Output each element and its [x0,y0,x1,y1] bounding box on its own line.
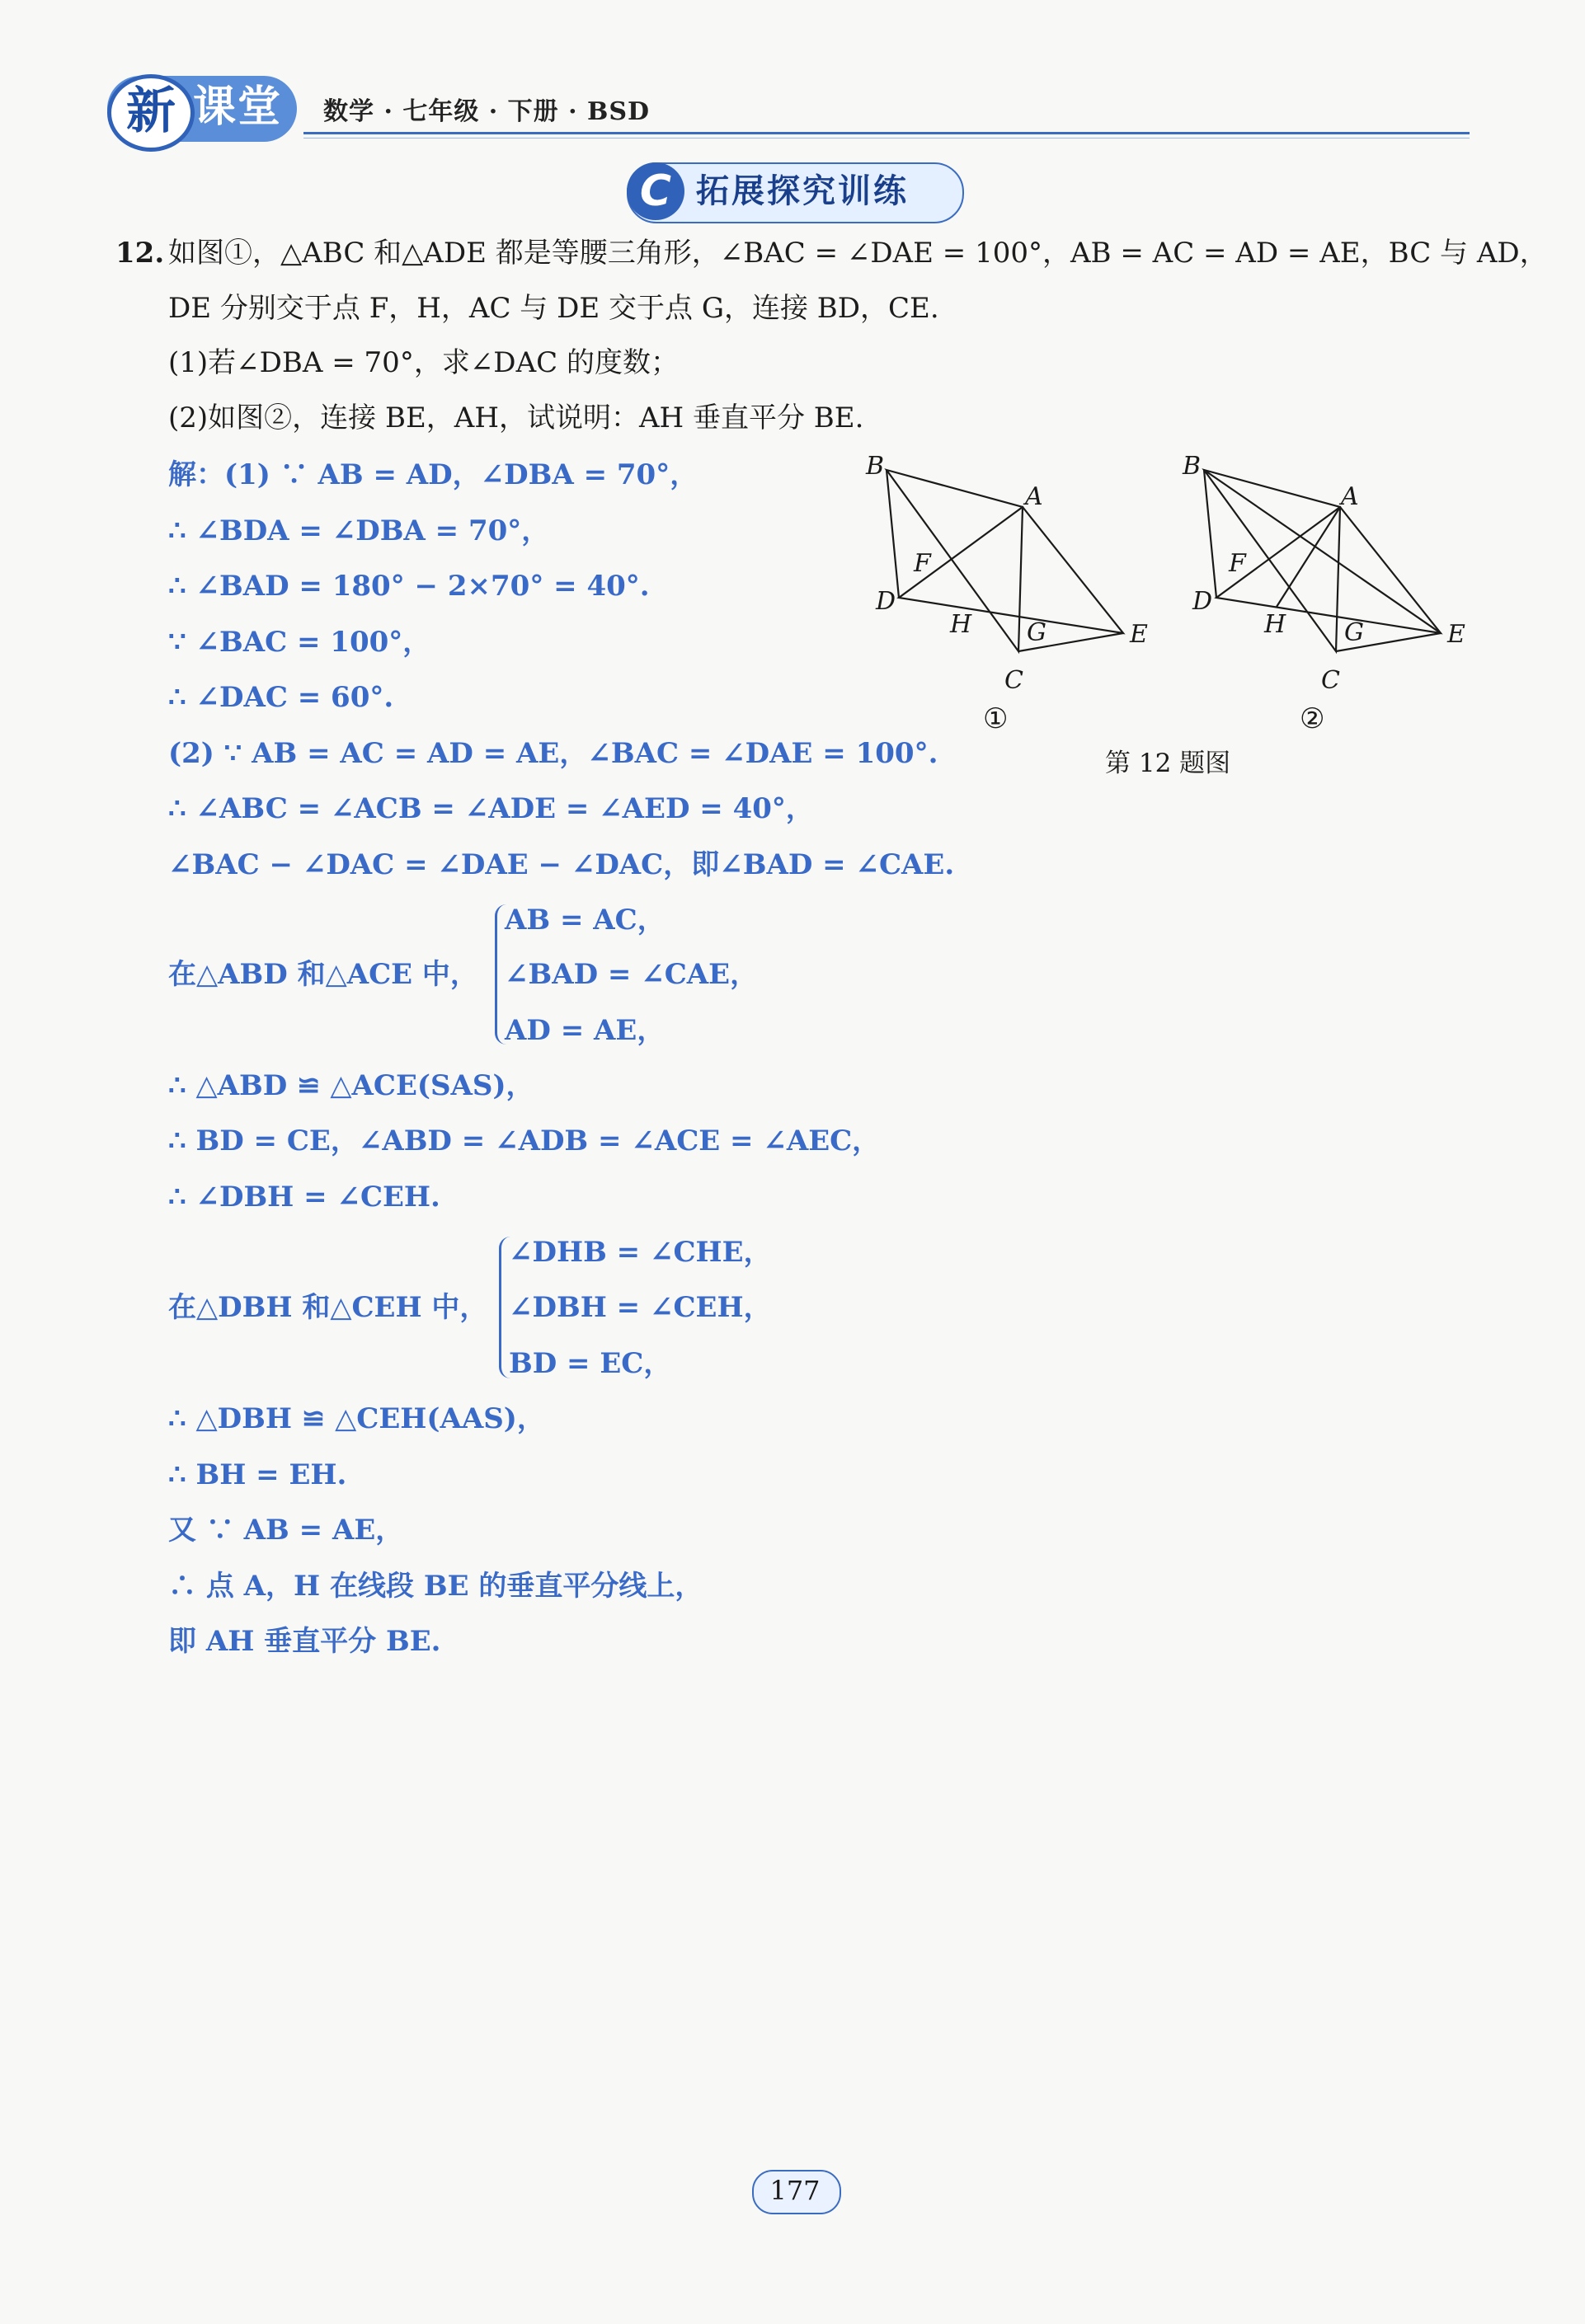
fig1-label-h: H [950,610,972,639]
header-subject: 数学 · 七年级 · 下册 · BSD [323,97,651,126]
solution-line-15: ∴ 点 A，H 在线段 BE 的垂直平分线上， [168,1570,703,1603]
solution-line-5: ∴ ∠DAC = 60°. [168,681,394,714]
system-1-eq-a: AB = AC， [505,904,666,937]
problem-line-2: DE 分别交于点 F，H，AC 与 DE 交于点 G，连接 BD，CE. [168,292,939,325]
figure-caption: 第 12 题图 [1105,749,1231,778]
system-1-lead: 在△ABD 和△ACE 中， [168,958,478,991]
problem-number: 12. [115,237,165,270]
fig1-label-b: B [866,452,885,481]
fig1-label-c: C [1004,666,1023,695]
solution-line-1: 解：(1) ∵ AB = AD，∠DBA = 70°， [168,458,698,491]
fig2-label-b: B [1183,452,1202,481]
fig1-label-d: D [876,587,896,616]
fig1-label-f: F [914,549,931,578]
fig1-number: ① [983,702,1009,735]
fig2-label-c: C [1321,666,1340,695]
fig1-label-e: E [1130,620,1148,649]
fig2-segment-bd [1204,470,1216,598]
header-logo-ketang: 课堂 [193,82,283,132]
solution-line-3: ∴ ∠BAD = 180° − 2×70° = 40°. [168,570,650,603]
fig2-label-h: H [1264,610,1286,639]
solution-line-13: ∴ BH = EH. [168,1458,347,1491]
system-2-eq-c: BD = EC， [509,1347,672,1380]
problem-part-1: (1)若∠DBA = 70°，求∠DAC 的度数； [168,346,679,379]
fig1-triangle-ade [899,507,1123,633]
system-2-eq-a: ∠DHB = ∠CHE， [509,1236,772,1269]
solution-line-7: ∴ ∠ABC = ∠ACB = ∠ADE = ∠AED = 40°， [168,792,814,825]
system-2-lead: 在△DBH 和△CEH 中， [168,1291,488,1324]
solution-line-4: ∵ ∠BAC = 100°， [168,626,431,659]
solution-line-8: ∠BAC − ∠DAC = ∠DAE − ∠DAC，即∠BAD = ∠CAE. [168,848,955,881]
solution-line-6: (2) ∵ AB = AC = AD = AE，∠BAC = ∠DAE = 100°. [168,737,938,770]
problem-line-1: 如图①，△ABC 和△ADE 都是等腰三角形，∠BAC = ∠DAE = 100°，AB = AC = AD = AE，BC 与 AD， [168,237,1548,270]
solution-line-14: 又 ∵ AB = AE， [168,1514,404,1547]
fig2-label-g: G [1344,618,1364,647]
solution-line-11: ∴ ∠DBH = ∠CEH. [168,1181,440,1214]
problem-part-2: (2)如图②，连接 BE，AH，试说明：AH 垂直平分 BE. [168,401,864,434]
page-number: 177 [769,2175,821,2206]
header-rule-thin [303,138,1470,139]
solution-line-2: ∴ ∠BDA = ∠DBA = 70°， [168,514,550,547]
fig2-number: ② [1300,702,1325,735]
solution-line-12: ∴ △DBH ≌ △CEH(AAS)， [168,1402,545,1435]
fig1-segment-bd [887,470,899,598]
section-badge: C [627,162,684,220]
fig2-label-f: F [1229,549,1246,578]
fig1-label-a: A [1025,482,1043,511]
solution-line-9: ∴ △ABD ≌ △ACE(SAS)， [168,1069,534,1102]
system-2-eq-b: ∠DBH = ∠CEH， [509,1291,772,1324]
solution-line-16: 即 AH 垂直平分 BE. [168,1625,441,1658]
section-title: 拓展探究训练 [696,172,909,210]
fig2-label-e: E [1447,620,1465,649]
header-rule [303,132,1470,134]
system-1-eq-b: ∠BAD = ∠CAE， [505,958,759,991]
fig2-label-d: D [1192,587,1213,616]
fig1-label-g: G [1027,618,1046,647]
header-logo-xin: 新 [107,74,195,152]
fig2-label-a: A [1341,482,1359,511]
system-1-eq-c: AD = AE， [505,1014,666,1047]
solution-line-10: ∴ BD = CE，∠ABD = ∠ADB = ∠ACE = ∠AEC， [168,1124,881,1157]
